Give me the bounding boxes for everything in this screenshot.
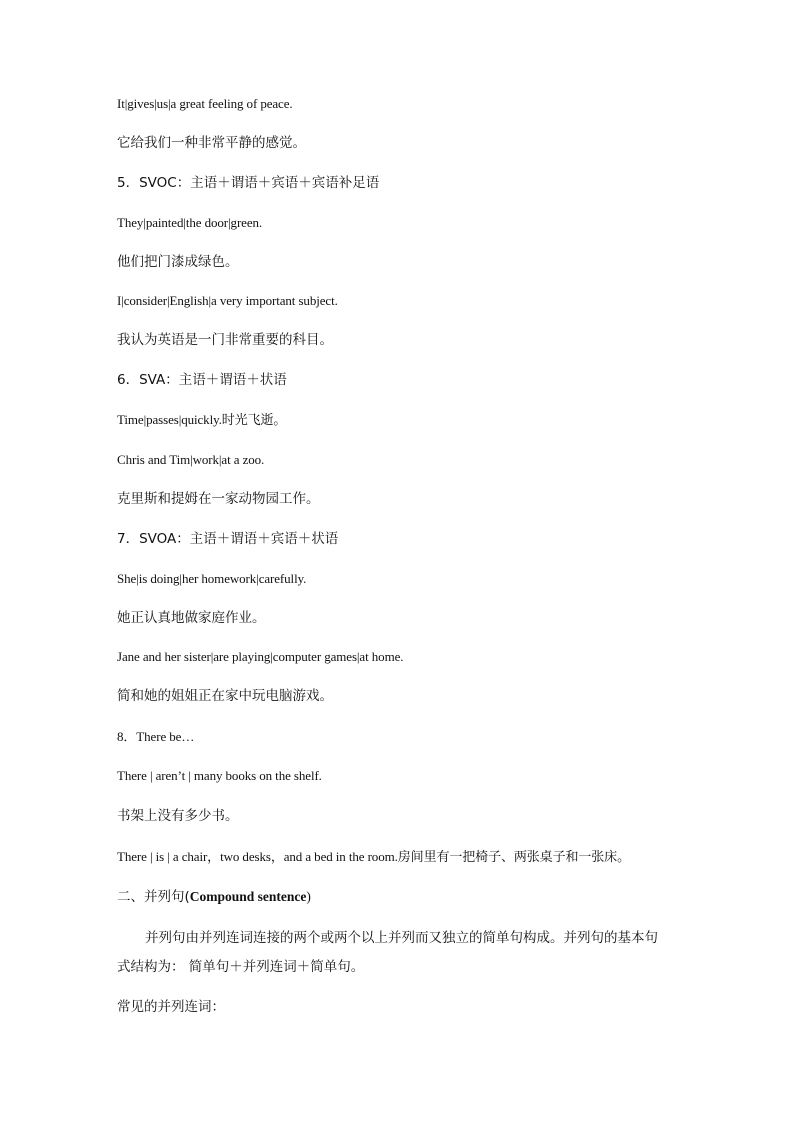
example-translation-zh: 克里斯和提姆在一家动物园工作。 — [117, 491, 320, 507]
example-translation-zh: 书架上没有多少书。 — [117, 808, 239, 824]
example-sentence-en: It|gives|us|a great feeling of peace. — [117, 96, 293, 111]
example-translation-zh: 她正认真地做家庭作业。 — [117, 610, 266, 626]
section-heading-term: Compound sentence — [189, 889, 307, 904]
pattern-heading-there-be: 8．There be… — [117, 729, 195, 744]
paragraph-line-2: 式结构为： 简单句＋并列连词＋简单句。 — [117, 959, 365, 975]
pattern-heading-sva: 6．SVA：主语＋谓语＋状语 — [117, 372, 287, 388]
example-sentence-en: Chris and Tim|work|at a zoo. — [117, 452, 265, 467]
section-heading-prefix: 二、并列句( — [117, 889, 190, 905]
example-translation-zh: 他们把门漆成绿色。 — [117, 254, 239, 270]
pattern-heading-svoa: 7．SVOA：主语＋谓语＋宾语＋状语 — [117, 531, 339, 547]
example-translation-zh: 它给我们一种非常平静的感觉。 — [117, 135, 306, 151]
example-sentence-en: I|consider|English|a very important subject. — [117, 293, 338, 308]
example-sentence-en: She|is doing|her homework|carefully. — [117, 571, 307, 586]
paragraph-line-1: 并列句由并列连词连接的两个或两个以上并列而又独立的简单句构成。并列句的基本句 — [145, 930, 658, 946]
example-sentence-en: Jane and her sister|are playing|computer games|at home. — [117, 649, 404, 664]
pattern-heading-svoc: 5．SVOC：主语＋谓语＋宾语＋宾语补足语 — [117, 175, 380, 191]
example-sentence-en: There | aren’t | many books on the shelf. — [117, 768, 322, 783]
example-sentence-en: Time|passes|quickly.时光飞逝。 — [117, 412, 287, 427]
example-translation-zh: 简和她的姐姐正在家中玩电脑游戏。 — [117, 688, 333, 704]
example-sentence-mixed: There | is | a chair，two desks，and a bed in the room.房间里有一把椅子、两张桌子和一张床。 — [117, 849, 630, 864]
closing-label: 常见的并列连词： — [117, 999, 225, 1015]
section-heading-suffix: ) — [306, 889, 311, 904]
section-heading-compound-sentence — [117, 887, 311, 907]
example-translation-zh: 我认为英语是一门非常重要的科目。 — [117, 332, 333, 348]
example-sentence-en: They|painted|the door|green. — [117, 215, 263, 230]
